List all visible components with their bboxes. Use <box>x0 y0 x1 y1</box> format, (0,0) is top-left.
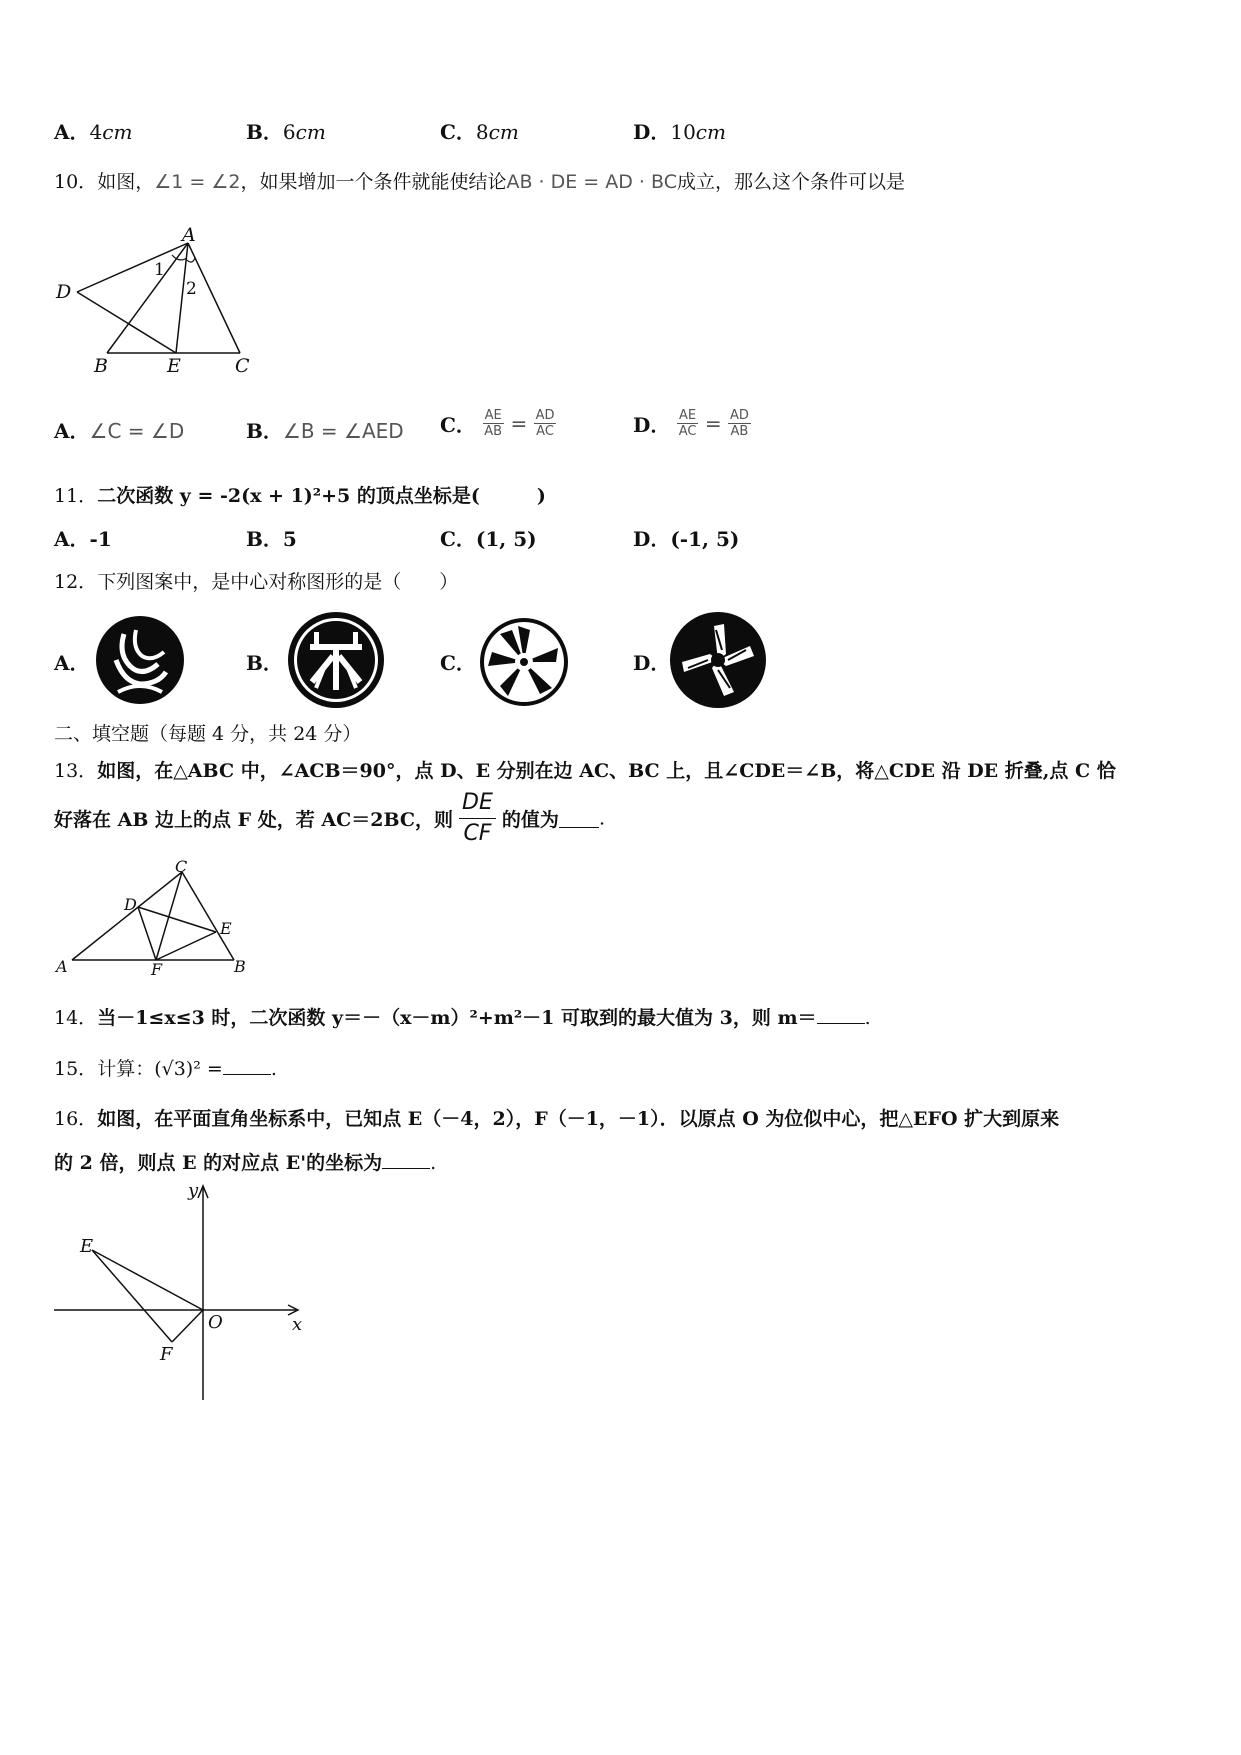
q10-label-c: C <box>235 355 250 377</box>
q16-label-o: O <box>208 1312 223 1333</box>
q10-d-frac-2: $\frac{AD}{AB}$ <box>729 408 749 439</box>
q10-label-e: E <box>167 355 181 377</box>
q10-c-frac-2: $\frac{AD}{AC}$ <box>535 408 555 439</box>
q13-line2: 好落在 AB 边上的点 F 处，若 AC＝2BC，则 $\frac{DE}{CF}$ 的值为 . <box>54 788 605 849</box>
q12-logo-a-icon <box>94 614 186 706</box>
q11-options <box>54 523 1154 551</box>
q13-label-c: C <box>175 860 188 876</box>
q9-option-c: C．8cm <box>440 120 519 144</box>
q11-option-d: D．(-1, 5) <box>633 527 740 551</box>
q11-option-a: A．-1 <box>54 527 112 551</box>
q10-figure <box>54 225 264 380</box>
q16-label-f: F <box>160 1344 173 1365</box>
q9-option-b: B．6cm <box>246 120 326 144</box>
q10-label-d: D <box>56 281 72 303</box>
q10-option-d: D． $\frac{AE}{AC}$ = $\frac{AD}{AB}$ <box>633 408 749 439</box>
q11-option-b: B．5 <box>246 527 297 551</box>
q12-options <box>54 610 1154 710</box>
q13-figure <box>54 860 254 980</box>
q10-options <box>54 408 1154 448</box>
q9-options <box>54 116 1154 144</box>
q13-fraction: $\frac{DE}{CF}$ <box>459 788 496 849</box>
q12-option-c-letter: C． <box>440 651 476 675</box>
q9-option-d: D．10cm <box>633 120 726 144</box>
q9-option-a: A．4cm <box>54 120 133 144</box>
q15-stem: 15．计算：(√3)² = . <box>54 1058 277 1080</box>
q16-label-e: E <box>80 1236 94 1257</box>
q12-option-d-letter: D． <box>633 651 671 675</box>
q16-figure <box>50 1180 320 1410</box>
q16-line1: 16．如图，在平面直角坐标系中，已知点 E（－4，2），F（－1，－1）．以原点 O 为位似中心，把△EFO 扩大到原来 <box>54 1108 1060 1130</box>
q13-label-d: D <box>124 895 137 914</box>
q13-answer-blank[interactable] <box>559 809 599 828</box>
q16-line2: 的 2 倍，则点 E 的对应点 E'的坐标为 . <box>54 1152 437 1174</box>
section-2-heading: 二、填空题（每题 4 分，共 24 分） <box>54 723 362 745</box>
q12-option-a-letter: A． <box>54 651 90 675</box>
q13-label-f: F <box>151 960 163 979</box>
q12-logo-b-icon <box>286 610 386 710</box>
q16-answer-blank[interactable] <box>382 1150 430 1169</box>
q10-label-a: A <box>182 225 196 246</box>
q15-answer-blank[interactable] <box>223 1056 271 1075</box>
q16-label-y: y <box>188 1180 199 1201</box>
q12-option-b-letter: B． <box>246 651 283 675</box>
q14-stem: 14．当－1≤x≤3 时，二次函数 y＝－（x－m）²+m²－1 可取到的最大值为 3，则 m＝ . <box>54 1007 871 1029</box>
q12-stem: 12．下列图案中，是中心对称图形的是（ ） <box>54 571 459 593</box>
q12-logo-d-icon <box>668 610 768 710</box>
q11-stem: 11．二次函数 y = -2(x + 1)²+5 的顶点坐标是( ) <box>54 485 546 507</box>
q13-label-a: A <box>56 957 68 976</box>
q10-option-c: C． $\frac{AE}{AB}$ = $\frac{AD}{AC}$ <box>440 408 555 439</box>
q13-label-b: B <box>234 957 246 976</box>
q10-stem: 10．如图，∠1 = ∠2，如果增加一个条件就能使结论AB · DE = AD · BC成立，那么这个条件可以是 <box>54 171 905 193</box>
q10-label-2: 2 <box>186 279 197 299</box>
q10-option-a: A．∠C = ∠D <box>54 419 185 443</box>
q12-logo-c-icon <box>478 616 570 708</box>
q14-answer-blank[interactable] <box>817 1005 865 1024</box>
q15-expression: (√3)² = <box>154 1058 223 1080</box>
q10-d-frac-1: $\frac{AE}{AC}$ <box>678 408 697 439</box>
q13-line1: 13．如图，在△ABC 中，∠ACB＝90°，点 D、E 分别在边 AC、BC 上，且∠CDE＝∠B，将△CDE 沿 DE 折叠,点 C 恰 <box>54 760 1116 782</box>
q10-option-b: B．∠B = ∠AED <box>246 419 404 443</box>
q10-label-b: B <box>94 355 108 377</box>
q10-c-frac-1: $\frac{AE}{AB}$ <box>484 408 503 439</box>
q13-label-e: E <box>220 919 232 938</box>
q16-label-x: x <box>292 1314 303 1335</box>
q11-option-c: C．(1, 5) <box>440 527 537 551</box>
q10-label-1: 1 <box>154 260 165 280</box>
